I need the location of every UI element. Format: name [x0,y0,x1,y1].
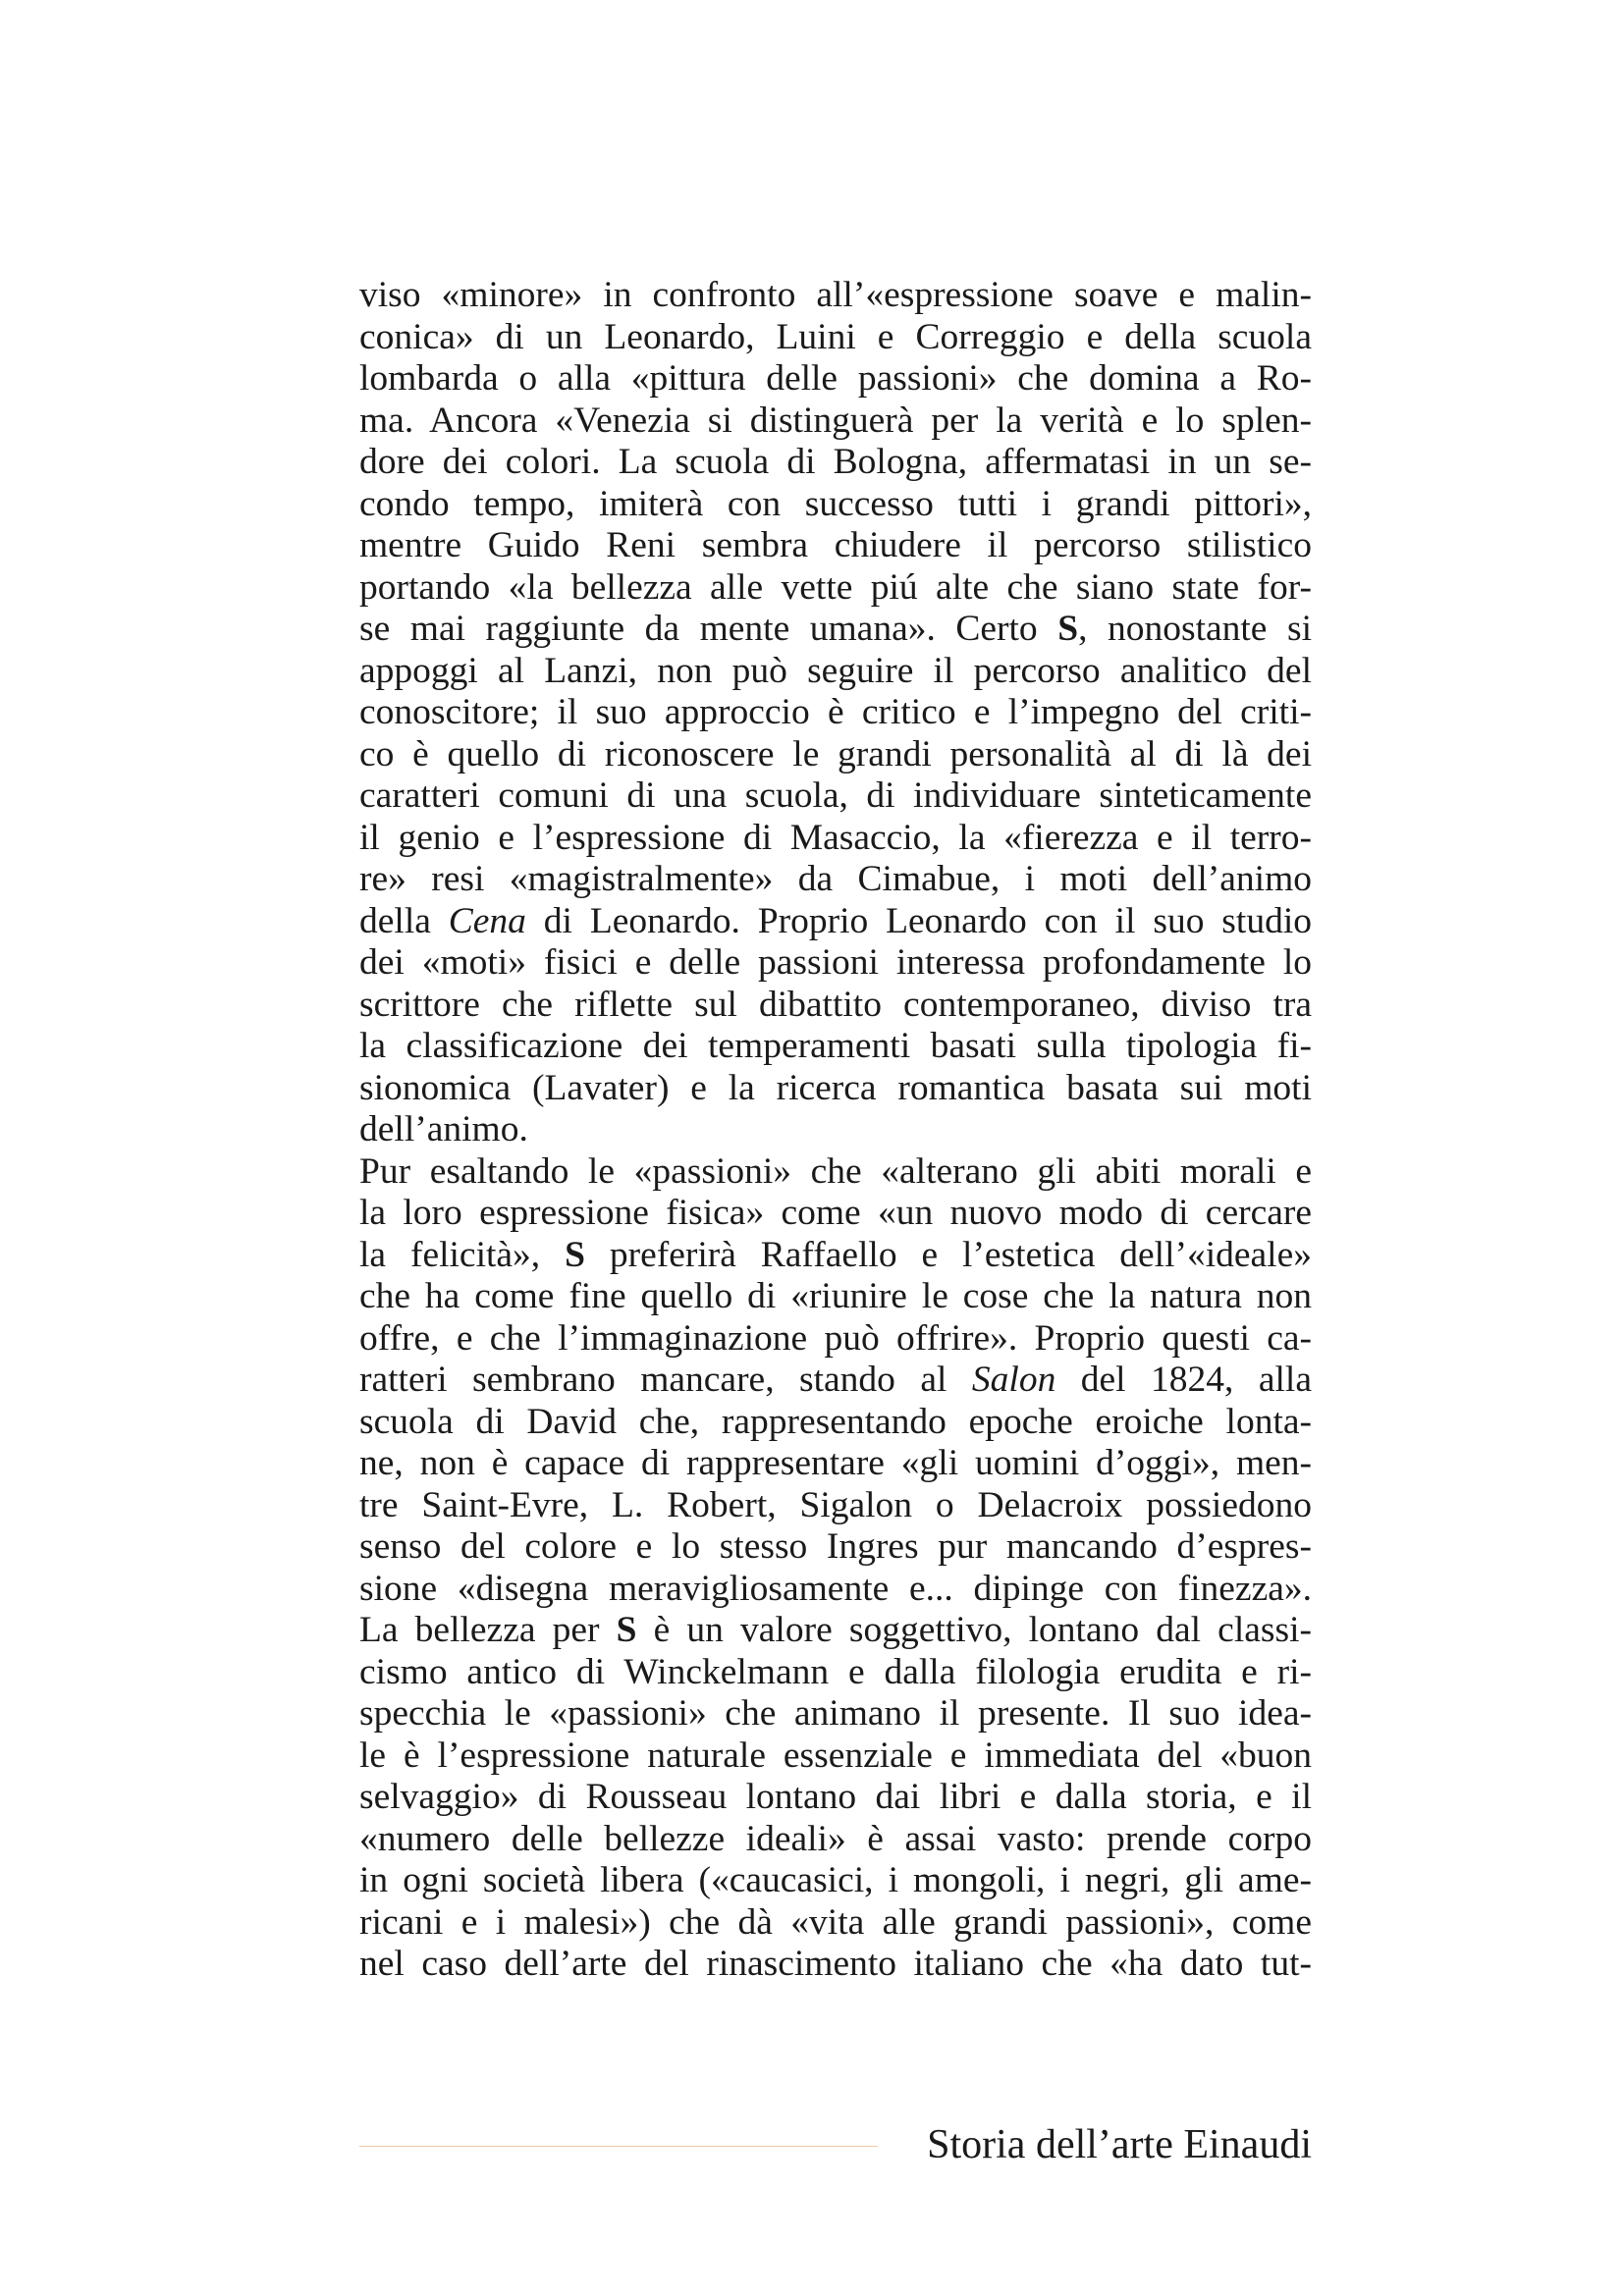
text-segment: la loro espressione fisica» come «un nuovo modo di cercare [359,1193,1312,1233]
text-segment: scuola di David che, rappresentando epoche eroiche lonta- [359,1401,1312,1442]
text-line [359,1318,1312,1361]
text-line [359,1276,1312,1318]
text-segment: le è l’espressione naturale essenziale e immediata del «buon [359,1735,1312,1776]
text-line [359,1819,1312,1861]
text-line [359,1443,1312,1485]
text-segment: senso del colore e lo stesso Ingres pur mancando d’espres- [359,1526,1312,1567]
text-segment: offre, e che l’immaginazione può offrire». Proprio questi ca- [359,1317,1312,1359]
text-segment: sione «disegna meravigliosamente e... dipinge con finezza». [359,1568,1312,1609]
text-segment: viso «minore» in confronto all’«espressione soave e malin- [359,275,1312,315]
text-line [359,1151,1312,1194]
text-segment: cismo antico di Winckelmann e dalla filologia erudita e ri- [359,1651,1312,1692]
text-line [359,275,1312,317]
text-segment: mentre Guido Reni sembra chiudere il percorso stilistico [359,525,1312,565]
text-segment: conica» di un Leonardo, Luini e Correggio e della scuola [359,316,1312,357]
text-segment: ne, non è capace di rappresentare «gli uomini d’oggi», men- [359,1443,1312,1483]
text-line [359,1860,1312,1902]
text-line [359,985,1312,1027]
text-segment: dore dei colori. La scuola di Bologna, affermatasi in un se- [359,442,1312,482]
text-segment: nel caso dell’arte del rinascimento italiano che «ha dato tut- [359,1944,1312,1984]
text-segment: il genio e l’espressione di Masaccio, la «fierezza e il terro- [359,817,1312,858]
text-line [359,567,1312,610]
text-segment: preferirà Raffaello e l’estetica dell’«ideale» [584,1234,1312,1275]
text-segment: appoggi al Lanzi, non può seguire il percorso analitico del [359,650,1312,691]
text-line [359,1652,1312,1694]
text-line [359,1777,1312,1819]
text-segment: la classificazione dei temperamenti basati sulla tipologia fi- [359,1026,1312,1066]
text-line [359,1569,1312,1611]
author-initial: S [565,1234,585,1275]
text-segment: del 1824, alla [1055,1360,1312,1400]
text-line [359,400,1312,443]
text-segment: in ogni società libera («caucasici, i mongoli, i negri, gli ame- [359,1860,1312,1900]
author-initial: S [1057,609,1079,649]
text-line [359,358,1312,400]
text-line [359,1360,1312,1402]
text-segment: se mai raggiunte da mente umana». Certo [359,609,1058,649]
text-segment: selvaggio» di Rousseau lontano dai libri e dalla storia, e il [359,1777,1312,1817]
text-line [359,1610,1312,1652]
text-segment: dei «moti» fisici e delle passioni interessa profondamente lo [359,942,1312,983]
text-segment: , nonostante si [1078,609,1312,649]
text-segment: sionomica (Lavater) e la ricerca romantica basata sui moti [359,1067,1312,1108]
text-segment: La bellezza per [359,1610,617,1650]
text-line [359,1526,1312,1569]
text-segment: condo tempo, imiterà con successo tutti i grandi pittori», [359,483,1312,524]
text-line [359,1109,1312,1151]
text-line [359,484,1312,526]
text-line [359,1944,1312,1986]
text-segment: lombarda o alla «pittura delle passioni» che domina a Ro- [359,358,1312,399]
text-segment: co è quello di riconoscere le grandi personalità al di là dei [359,733,1312,774]
text-line [359,1485,1312,1527]
text-segment: «numero delle bellezze ideali» è assai vasto: prende corpo [359,1818,1312,1859]
text-segment: caratteri comuni di una scuola, di individuare sinteticamente [359,775,1312,816]
text-segment: della [359,900,449,941]
footer-title: Storia dell’arte Einaudi [927,2122,1312,2167]
text-line [359,901,1312,943]
text-segment: che ha come fine quello di «riunire le cose che la natura non [359,1276,1312,1316]
text-line [359,1235,1312,1277]
body-text [359,275,1312,1986]
text-segment: di Leonardo. Proprio Leonardo con il suo studio [525,900,1312,941]
text-segment: Pur esaltando le «passioni» che «alterano gli abiti morali e [359,1150,1312,1192]
text-segment: ricani e i malesi») che dà «vita alle grandi passioni», come [359,1901,1312,1943]
text-segment: portando «la bellezza alle vette piú alte che siano state for- [359,566,1312,608]
text-line [359,609,1312,651]
text-segment: scrittore che riflette sul dibattito contemporaneo, diviso tra [359,984,1312,1025]
text-line [359,942,1312,985]
text-segment: re» resi «magistralmente» da Cimabue, i moti dell’animo [359,859,1312,899]
text-segment: è un valore soggettivo, lontano dal classi- [636,1610,1312,1650]
text-line [359,775,1312,818]
text-line [359,692,1312,734]
text-line [359,1693,1312,1735]
text-line [359,859,1312,901]
text-line [359,818,1312,860]
text-segment: la felicità», [359,1234,566,1275]
text-line [359,442,1312,484]
text-line [359,1026,1312,1068]
italic-title: Cena [448,900,526,941]
text-segment: conoscitore; il suo approccio è critico e l’impegno del criti- [359,692,1312,732]
text-segment: specchia le «passioni» che animano il presente. Il suo idea- [359,1693,1312,1734]
text-segment: ma. Ancora «Venezia si distinguerà per la verità e lo splen- [359,400,1312,441]
text-line [359,1193,1312,1235]
text-segment: dell’animo. [359,1109,528,1149]
text-segment: tre Saint-Evre, L. Robert, Sigalon o Delacroix possiedono [359,1484,1312,1525]
italic-title: Salon [971,1360,1056,1400]
text-segment: ratteri sembrano mancare, stando al [359,1360,972,1400]
text-line [359,317,1312,359]
text-line [359,734,1312,776]
text-line [359,651,1312,693]
text-line [359,1402,1312,1444]
footer-divider [359,2146,878,2147]
text-line [359,1735,1312,1778]
text-line [359,525,1312,567]
author-initial: S [616,1610,637,1650]
text-line [359,1068,1312,1110]
text-line [359,1902,1312,1945]
